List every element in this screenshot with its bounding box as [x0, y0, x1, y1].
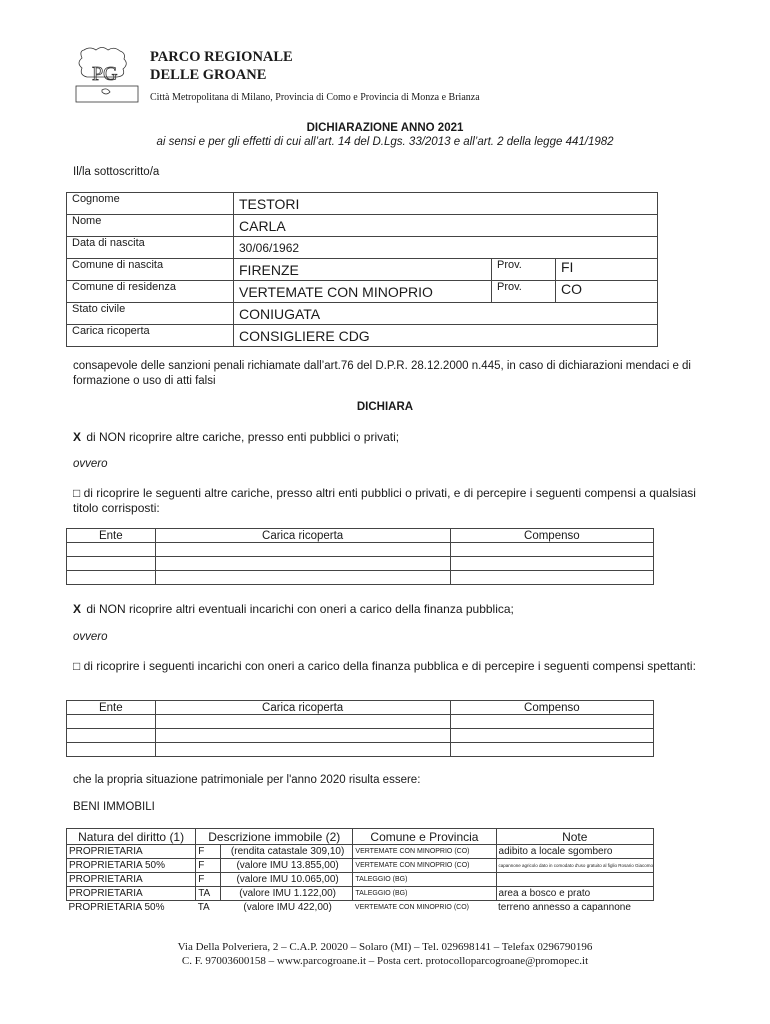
- real-estate-table: [66, 828, 654, 914]
- col-note: Note: [496, 829, 653, 845]
- stato-civile-value: CONIUGATA: [234, 303, 658, 325]
- stato-civile-label: Stato civile: [67, 303, 234, 325]
- park-logo: [72, 44, 142, 104]
- table-row: PROPRIETARIA 50% TA (valore IMU 422,00) VERTEMATE CON MINOPRIO (CO) terreno annesso a capannone: [68, 902, 631, 913]
- checkbox-checked-no-other-roles[interactable]: X: [73, 430, 82, 444]
- col-comune: Comune e Provincia: [353, 829, 496, 845]
- table-row: PROPRIETARIA TA (valore IMU 1.122,00) TALEGGIO (BG) area a bosco e prato: [67, 887, 654, 901]
- option-other-roles-text: di ricoprire le seguenti altre cariche, presso altri enti pubblici o privati, e di percepire i seguenti compensi a qualsiasi titolo corrisposti:: [73, 486, 696, 515]
- beni-immobili-heading: BENI IMMOBILI: [73, 801, 155, 813]
- prov-residenza-value: CO: [556, 281, 658, 303]
- comune-residenza-label: Comune di residenza: [67, 281, 234, 303]
- checkbox-other-roles[interactable]: □: [73, 486, 81, 500]
- org-name-line1: PARCO REGIONALE: [150, 49, 293, 65]
- table-row: [67, 557, 654, 571]
- col-natura: Natura del diritto (1): [67, 829, 196, 845]
- option-no-public-charges-text: di NON ricoprire altri eventuali incarichi con oneri a carico della finanza pubblica;: [86, 602, 514, 616]
- ovvero-2: ovvero: [73, 631, 108, 643]
- option-public-charges-text: di ricoprire i seguenti incarichi con oneri a carico della finanza pubblica e di percepire i seguenti compensi spettanti:: [83, 659, 696, 673]
- option-other-roles: [73, 486, 703, 516]
- comune-residenza-value: VERTEMATE CON MINOPRIO: [234, 281, 492, 303]
- org-name-line2: DELLE GROANE: [150, 67, 267, 83]
- footer-contacts: C. F. 97003600158 – www.parcogroane.it – Posta cert. protocolloparcogroane@promopec.it: [181, 955, 589, 967]
- nascita-label: Data di nascita: [67, 237, 234, 259]
- personal-data-table: [66, 192, 658, 347]
- table-row: [67, 743, 654, 757]
- col-carica: Carica ricoperta: [155, 701, 450, 715]
- col-ente: Ente: [67, 529, 156, 543]
- table-row: PROPRIETARIA 50% F (valore IMU 13.855,00) VERTEMATE CON MINOPRIO (CO) capannone agricolo dato in comodato d'uso gratuito al figlio Rosario Giacomo: [67, 859, 654, 873]
- table-row: [67, 543, 654, 557]
- cognome-label: Cognome: [67, 193, 234, 215]
- table-row: PROPRIETARIA F (rendita catastale 309,10) VERTEMATE CON MINOPRIO (CO) adibito a locale sgombero: [67, 845, 654, 859]
- col-compenso: Compenso: [450, 529, 653, 543]
- patrimoniale-text: che la propria situazione patrimoniale per l'anno 2020 risulta essere:: [73, 774, 421, 786]
- prov-residenza-label: Prov.: [492, 281, 556, 303]
- footer-address: Via Della Polveriera, 2 – C.A.P. 20020 – Solaro (MI) – Tel. 029698141 – Telefax 0296790196: [177, 941, 593, 953]
- option-public-charges: [73, 659, 703, 674]
- nome-value: CARLA: [234, 215, 658, 237]
- nome-label: Nome: [67, 215, 234, 237]
- checkbox-checked-no-public-charges[interactable]: X: [73, 602, 82, 616]
- table-row: [67, 571, 654, 585]
- table-row: PROPRIETARIA F (valore IMU 10.065,00) TALEGGIO (BG): [67, 873, 654, 887]
- carica-label: Carica ricoperta: [67, 325, 234, 347]
- nascita-value: 30/06/1962: [234, 237, 658, 259]
- col-ente: Ente: [67, 701, 156, 715]
- carica-value: CONSIGLIERE CDG: [234, 325, 658, 347]
- document-title: DICHIARAZIONE ANNO 2021: [306, 122, 464, 134]
- org-subtitle: Città Metropolitana di Milano, Provincia di Como e Provincia di Monza e Brianza: [150, 92, 480, 103]
- option-no-other-roles-text: di NON ricoprire altre cariche, presso enti pubblici o privati;: [86, 430, 400, 444]
- prov-nascita-label: Prov.: [492, 259, 556, 281]
- col-carica: Carica ricoperta: [155, 529, 450, 543]
- dichiara-heading: DICHIARA: [356, 401, 414, 413]
- public-charges-table: [66, 700, 654, 757]
- other-roles-table: [66, 528, 654, 585]
- ovvero-1: ovvero: [73, 458, 108, 470]
- comune-nascita-label: Comune di nascita: [67, 259, 234, 281]
- prov-nascita-value: FI: [556, 259, 658, 281]
- document-subtitle: ai sensi e per gli effetti di cui all’art. 14 del D.Lgs. 33/2013 e all’art. 2 della legge 441/1982: [156, 136, 614, 148]
- table-row: [67, 715, 654, 729]
- col-compenso: Compenso: [450, 701, 653, 715]
- option-no-other-roles: [73, 430, 399, 444]
- consapevole-text: consapevole delle sanzioni penali richiamate dall’art.76 del D.P.R. 28.12.2000 n.445, in caso di dichiarazioni mendaci e di formazione o uso di atti falsi: [73, 360, 691, 387]
- col-descrizione: Descrizione immobile (2): [196, 829, 353, 845]
- cognome-value: TESTORI: [234, 193, 658, 215]
- table-row: [67, 729, 654, 743]
- checkbox-public-charges[interactable]: □: [73, 659, 81, 673]
- option-no-public-charges: [73, 602, 514, 616]
- intro-text: Il/la sottoscritto/a: [73, 166, 160, 178]
- comune-nascita-value: FIRENZE: [234, 259, 492, 281]
- logo-letters: PG: [92, 63, 118, 85]
